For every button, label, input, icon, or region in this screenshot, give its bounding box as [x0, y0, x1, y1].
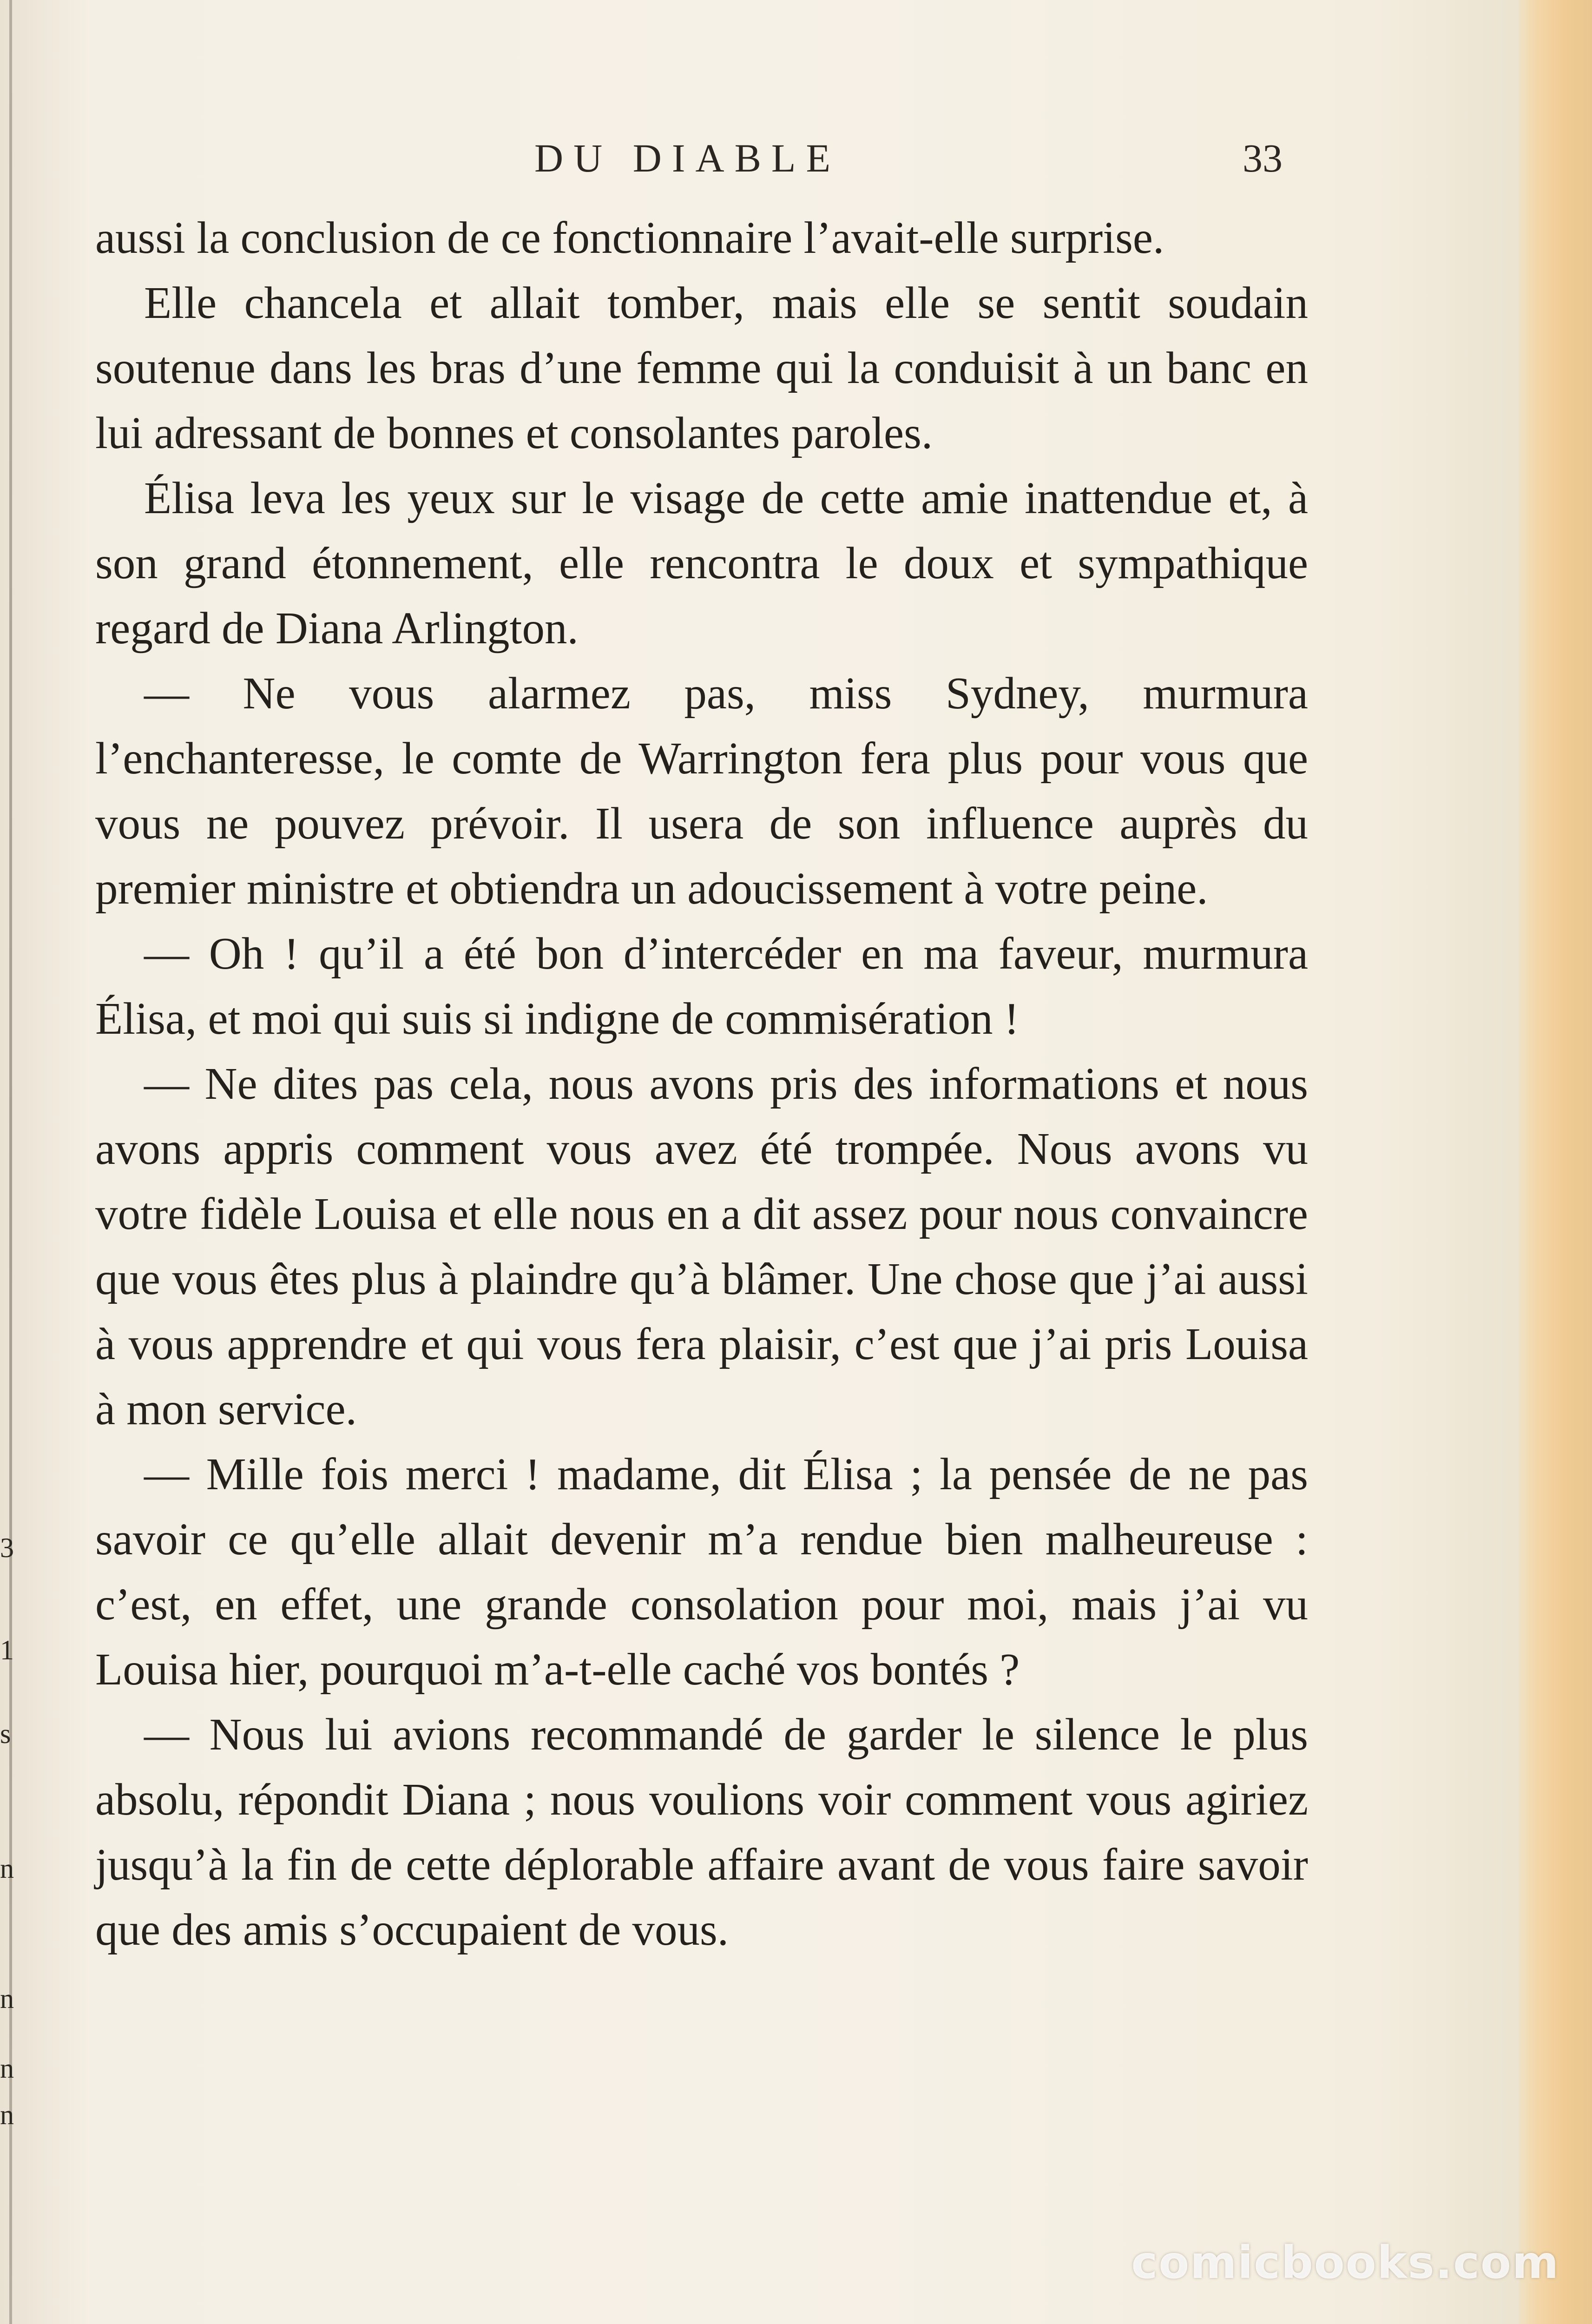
gutter-fragment: 1: [0, 1635, 14, 1665]
paragraph: Elle chancela et allait tomber, mais elle se sentit soudain soutenue dans les bras d’une femme qui la conduisit à un banc en lui adressant de bonnes et consolantes paroles.: [95, 278, 1308, 458]
paragraph: — Ne dites pas cela, nous avons pris des informations et nous avons appris comment vous avez été trompée. Nous avons vu votre fidèle Louisa et elle nous en a dit assez pour nous convaincre que vous êtes plus à plaindre qu’à blâmer. Une chose que j’ai aussi à vous apprendre et qui vous fera plaisir, c’est que j’ai pris Louisa à mon service.: [95, 1059, 1308, 1434]
paragraph: Élisa leva les yeux sur le visage de cette amie inattendue et, à son grand étonnement, elle rencontra le doux et sympathique regard de Diana Arlington.: [95, 473, 1308, 653]
gutter-fragment: 3: [0, 1532, 14, 1563]
running-header: [93, 135, 1283, 191]
running-title: DU DIABLE: [534, 136, 841, 180]
body-text: [95, 205, 1308, 1962]
gutter-fragment: s: [0, 1718, 11, 1749]
gutter-binding: [9, 0, 12, 2324]
gutter-fragment: n: [0, 2053, 14, 2084]
gutter-fragment: n: [0, 1853, 14, 1884]
watermark: comicbooks.com: [1131, 2237, 1559, 2289]
paragraph: — Ne vous alarmez pas, miss Sydney, murmura l’enchanteresse, le comte de Warrington fera plus pour vous que vous ne pouvez prévoir. Il usera de son influence auprès du premier ministre et obtiendra un adoucissement à votre peine.: [95, 668, 1308, 913]
gutter-fragment: n: [0, 2100, 14, 2130]
page-edge: [1520, 0, 1592, 2324]
paragraph: — Nous lui avions recommandé de garder le silence le plus absolu, répondit Diana ; nous voulions voir comment vous agiriez jusqu’à la fin de cette déplorable affaire avant de vous faire savoir que des amis s’occupaient de vous.: [95, 1710, 1308, 1954]
page-number: 33: [1243, 136, 1283, 180]
gutter-fragment: n: [0, 1983, 14, 2014]
paragraph: aussi la conclusion de ce fonctionnaire l’avait-elle surprise.: [95, 213, 1164, 263]
paragraph: — Mille fois merci ! madame, dit Élisa ; la pensée de ne pas savoir ce qu’elle allait devenir m’a rendue bien malheureuse : c’est, en effet, une grande consolation pour moi, mais j’ai vu Louisa hier, pourquoi m’a-t-elle caché vos bontés ?: [95, 1449, 1308, 1694]
paragraph: — Oh ! qu’il a été bon d’intercéder en ma faveur, murmura Élisa, et moi qui suis si indigne de commisération !: [95, 929, 1308, 1043]
